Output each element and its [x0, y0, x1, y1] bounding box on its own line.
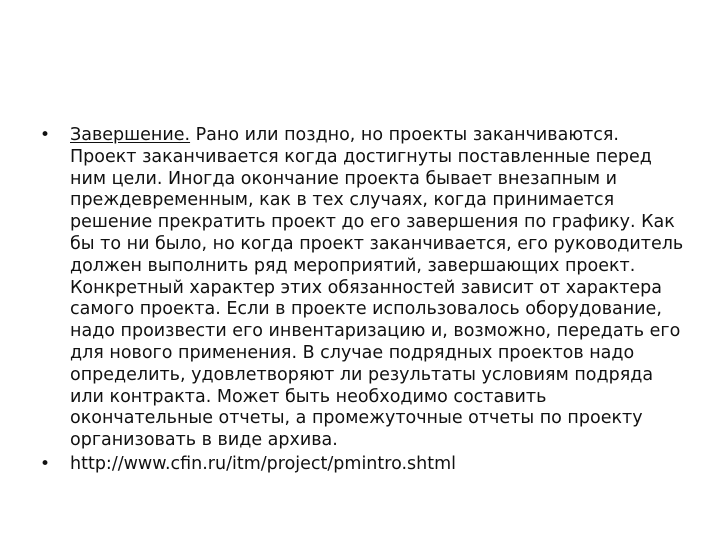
- term-completion: Завершение.: [70, 125, 191, 145]
- completion-description: Рано или поздно, но проекты заканчиваются. Проект заканчивается когда достигнуты поставленные перед ним цели. Иногда окончание проекта бывает внезапным и преждевременным, как в тех случаях, когда принимается решение прекратить проект до его завершения по графику. Как бы то ни было, но когда проект заканчивается, его руководитель должен выполнить ряд мероприятий, завершающих проект. Конкретный характер этих обязанностей зависит от характера самого проекта. Если в проекте использовалось оборудование, надо произвести его инвентаризацию и, возможно, передать его для нового применения. В случае подрядных проектов надо определить, удовлетворяют ли результаты условиям подряда или контракта. Может быть необходимо составить окончательные отчеты, а промежуточные отчеты по проекту организовать в виде архива.: [70, 125, 684, 451]
- bullet-icon: •: [40, 125, 51, 145]
- bullet-item-source: [40, 454, 690, 476]
- bullet-item-completion: [40, 125, 690, 452]
- bullet-list: [40, 125, 690, 478]
- bullet-icon: •: [40, 453, 51, 474]
- source-url: http://www.cfin.ru/itm/project/pmintro.shtml: [70, 453, 457, 474]
